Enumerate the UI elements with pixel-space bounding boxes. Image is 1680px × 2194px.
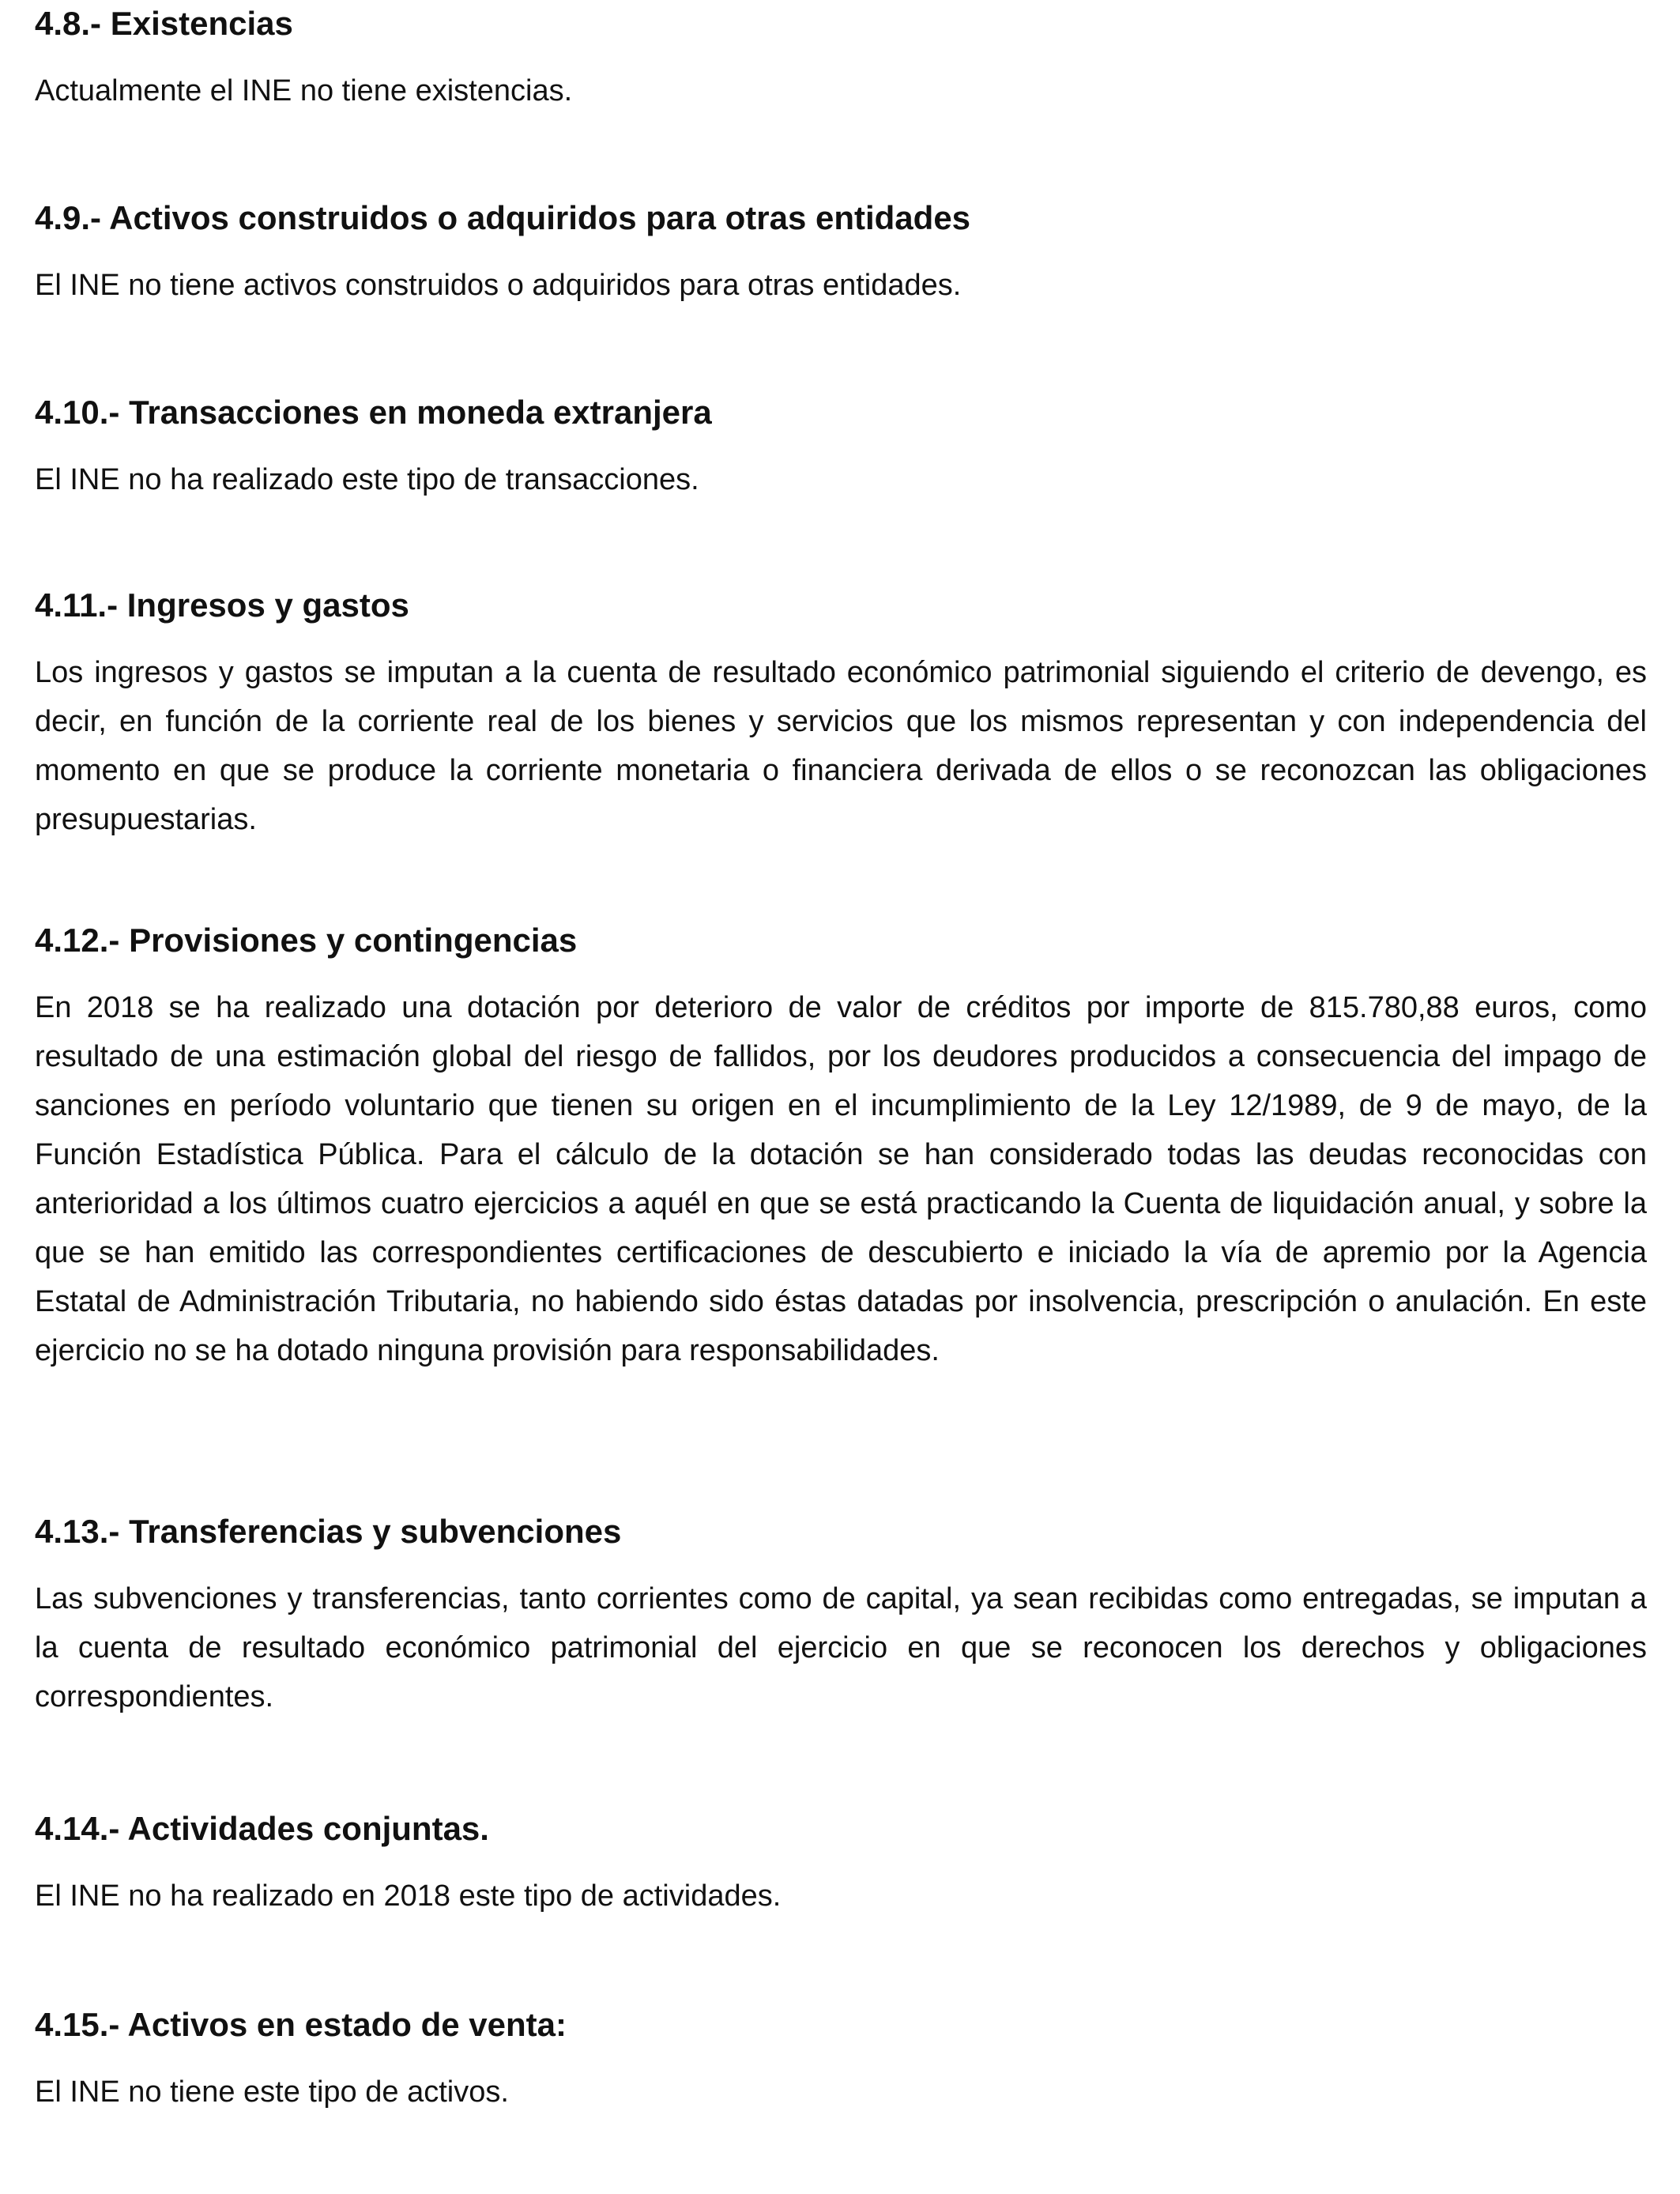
section-paragraph: En 2018 se ha realizado una dotación por deterioro de valor de créditos por importe de 815.780,88 euros, como resultado de una estimación global del riesgo de fallidos, por los deudores producidos a consecuencia del impago de sanciones en período voluntario que tienen su origen en el incumplimiento de la Ley 12/1989, de 9 de mayo, de la Función Estadística Pública. Para el cálculo de la dotación se han considerado todas las deudas reconocidas con anterioridad a los últimos cuatro ejercicios a aquél en que se está practicando la Cuenta de liquidación anual, y sobre la que se han emitido las correspondientes certificaciones de descubierto e iniciado la vía de apremio por la Agencia Estatal de Administración Tributaria, no habiendo sido éstas datadas por insolvencia, prescripción o anulación. En este ejercicio no se ha dotado ninguna provisión para responsabilidades. bbox=[35, 991, 1647, 1367]
section-4-8 bbox=[35, 3, 1647, 115]
section-paragraph: Actualmente el INE no tiene existencias. bbox=[35, 74, 573, 107]
section-paragraph: El INE no ha realizado este tipo de transacciones. bbox=[35, 463, 699, 496]
section-heading: 4.9.- Activos construidos o adquiridos para otras entidades bbox=[35, 199, 971, 236]
section-heading: 4.15.- Activos en estado de venta: bbox=[35, 2006, 567, 2043]
section-heading: 4.12.- Provisiones y contingencias bbox=[35, 922, 578, 959]
section-paragraph: Las subvenciones y transferencias, tanto corrientes como de capital, ya sean recibidas como entregadas, se imputan a la cuenta de resultado económico patrimonial del ejercicio en que se reconocen los derechos y obligaciones correspondientes. bbox=[35, 1582, 1647, 1713]
section-4-11 bbox=[35, 585, 1647, 844]
section-4-10 bbox=[35, 392, 1647, 504]
section-heading: 4.11.- Ingresos y gastos bbox=[35, 586, 409, 624]
section-4-13 bbox=[35, 1511, 1647, 1721]
section-paragraph: El INE no tiene activos construidos o adquiridos para otras entidades. bbox=[35, 269, 962, 302]
section-heading: 4.8.- Existencias bbox=[35, 5, 293, 42]
section-4-15 bbox=[35, 2004, 1647, 2117]
section-4-14 bbox=[35, 1808, 1647, 1921]
section-heading: 4.10.- Transacciones en moneda extranjera bbox=[35, 394, 712, 431]
section-paragraph: El INE no tiene este tipo de activos. bbox=[35, 2075, 509, 2109]
section-4-12 bbox=[35, 920, 1647, 1375]
section-paragraph: Los ingresos y gastos se imputan a la cuenta de resultado económico patrimonial siguiendo el criterio de devengo, es decir, en función de la corriente real de los bienes y servicios que los mismos representan y con independencia del momento en que se produce la corriente monetaria o financiera derivada de ellos o se reconozcan las obligaciones presupuestarias. bbox=[35, 656, 1647, 836]
section-4-9 bbox=[35, 198, 1647, 310]
section-heading: 4.13.- Transferencias y subvenciones bbox=[35, 1513, 622, 1550]
section-paragraph: El INE no ha realizado en 2018 este tipo de actividades. bbox=[35, 1879, 782, 1913]
section-heading: 4.14.- Actividades conjuntas. bbox=[35, 1810, 489, 1847]
